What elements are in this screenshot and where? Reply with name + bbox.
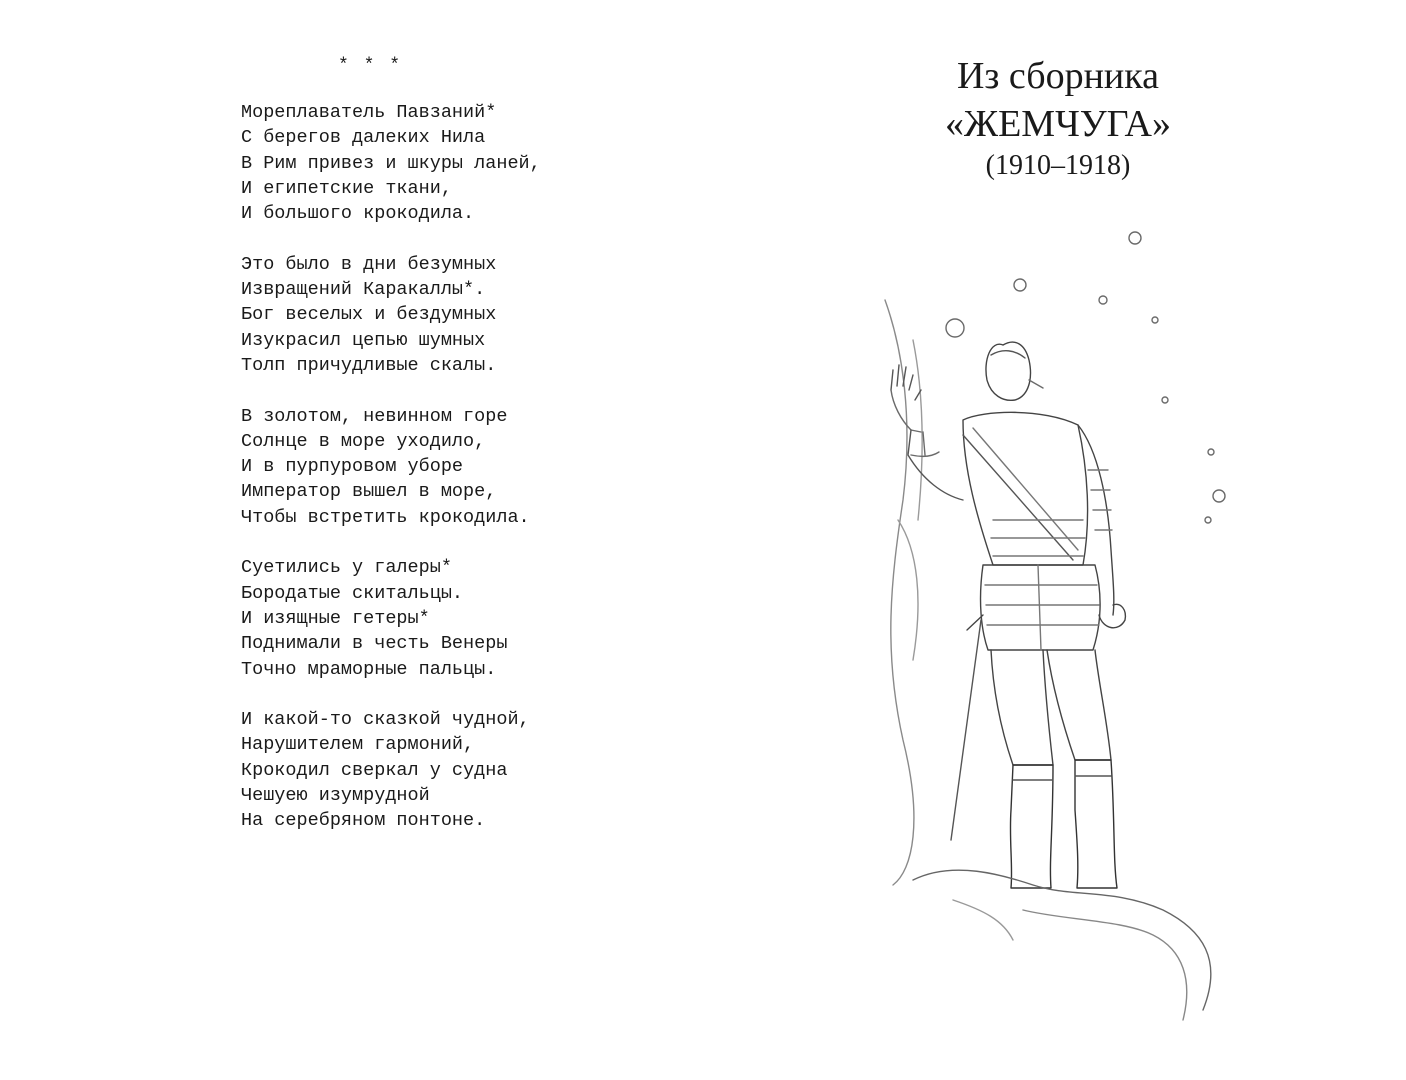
illustration-svg <box>863 220 1283 1030</box>
poem <box>241 100 541 859</box>
stanza <box>241 404 541 530</box>
section-title-line-2: «ЖЕМЧУГА» <box>945 103 1171 145</box>
poem-line: Суетились у галеры* <box>241 557 452 579</box>
bubble-icon <box>946 319 964 337</box>
bubble-icon <box>1152 317 1158 323</box>
section-title <box>883 52 1233 148</box>
bubble-icon <box>1213 490 1225 502</box>
poem-line: Бородатые скитальцы. <box>241 582 464 604</box>
poem-line: Мореплаватель Павзаний* <box>241 102 497 123</box>
poem-line: Чешуею изумрудной <box>241 785 430 807</box>
poem-line: И изящные гетеры* <box>241 607 430 629</box>
bubble-icon <box>1162 397 1168 403</box>
poem-line: Поднимали в честь Венеры <box>241 633 508 655</box>
stanza <box>241 707 541 833</box>
poem-line: Солнце в море уходило, <box>241 430 486 452</box>
poem-line: И большого крокодила. <box>241 203 475 225</box>
poem-line: С берегов далеких Нила <box>241 127 486 149</box>
poem-line: И какой-то сказкой чудной, <box>241 709 530 731</box>
poem-line: Толп причудливые скалы. <box>241 354 497 376</box>
right-page <box>703 0 1406 1080</box>
poem-line: Это было в дни безумных <box>241 253 497 275</box>
poem-line: Изукрасил цепью шумных <box>241 329 486 351</box>
poem-line: Точно мраморные пальцы. <box>241 658 497 680</box>
armored-man-sketch-icon <box>863 220 1283 1030</box>
stanza <box>241 252 541 378</box>
poem-line: Крокодил сверкал у судна <box>241 759 508 781</box>
poem-line: В Рим привез и шкуры ланей, <box>241 152 541 174</box>
poem-line: На серебряном понтоне. <box>241 810 486 832</box>
poem-line: И в пурпуровом уборе <box>241 456 464 478</box>
bubble-icon <box>1014 279 1026 291</box>
bubble-icon <box>1205 517 1211 523</box>
bubble-icon <box>1129 232 1141 244</box>
poem-line: Чтобы встретить крокодила. <box>241 506 530 528</box>
poem-line: Император вышел в море, <box>241 481 497 503</box>
stanza <box>241 555 541 681</box>
section-title-line-1: Из сборника <box>956 55 1160 97</box>
poem-line: В золотом, невинном горе <box>241 405 508 427</box>
poem-line: Нарушителем гармоний, <box>241 734 475 756</box>
asterism: * * * <box>337 56 402 76</box>
poem-line: И египетские ткани, <box>241 177 452 199</box>
poem-line: Бог веселых и бездумных <box>241 304 497 326</box>
poem-line: Извращений Каракаллы*. <box>241 279 486 301</box>
bubble-icon <box>1208 449 1214 455</box>
bubble-icon <box>1099 296 1107 304</box>
stanza <box>241 100 541 226</box>
section-years: (1910–1918) <box>985 150 1131 181</box>
